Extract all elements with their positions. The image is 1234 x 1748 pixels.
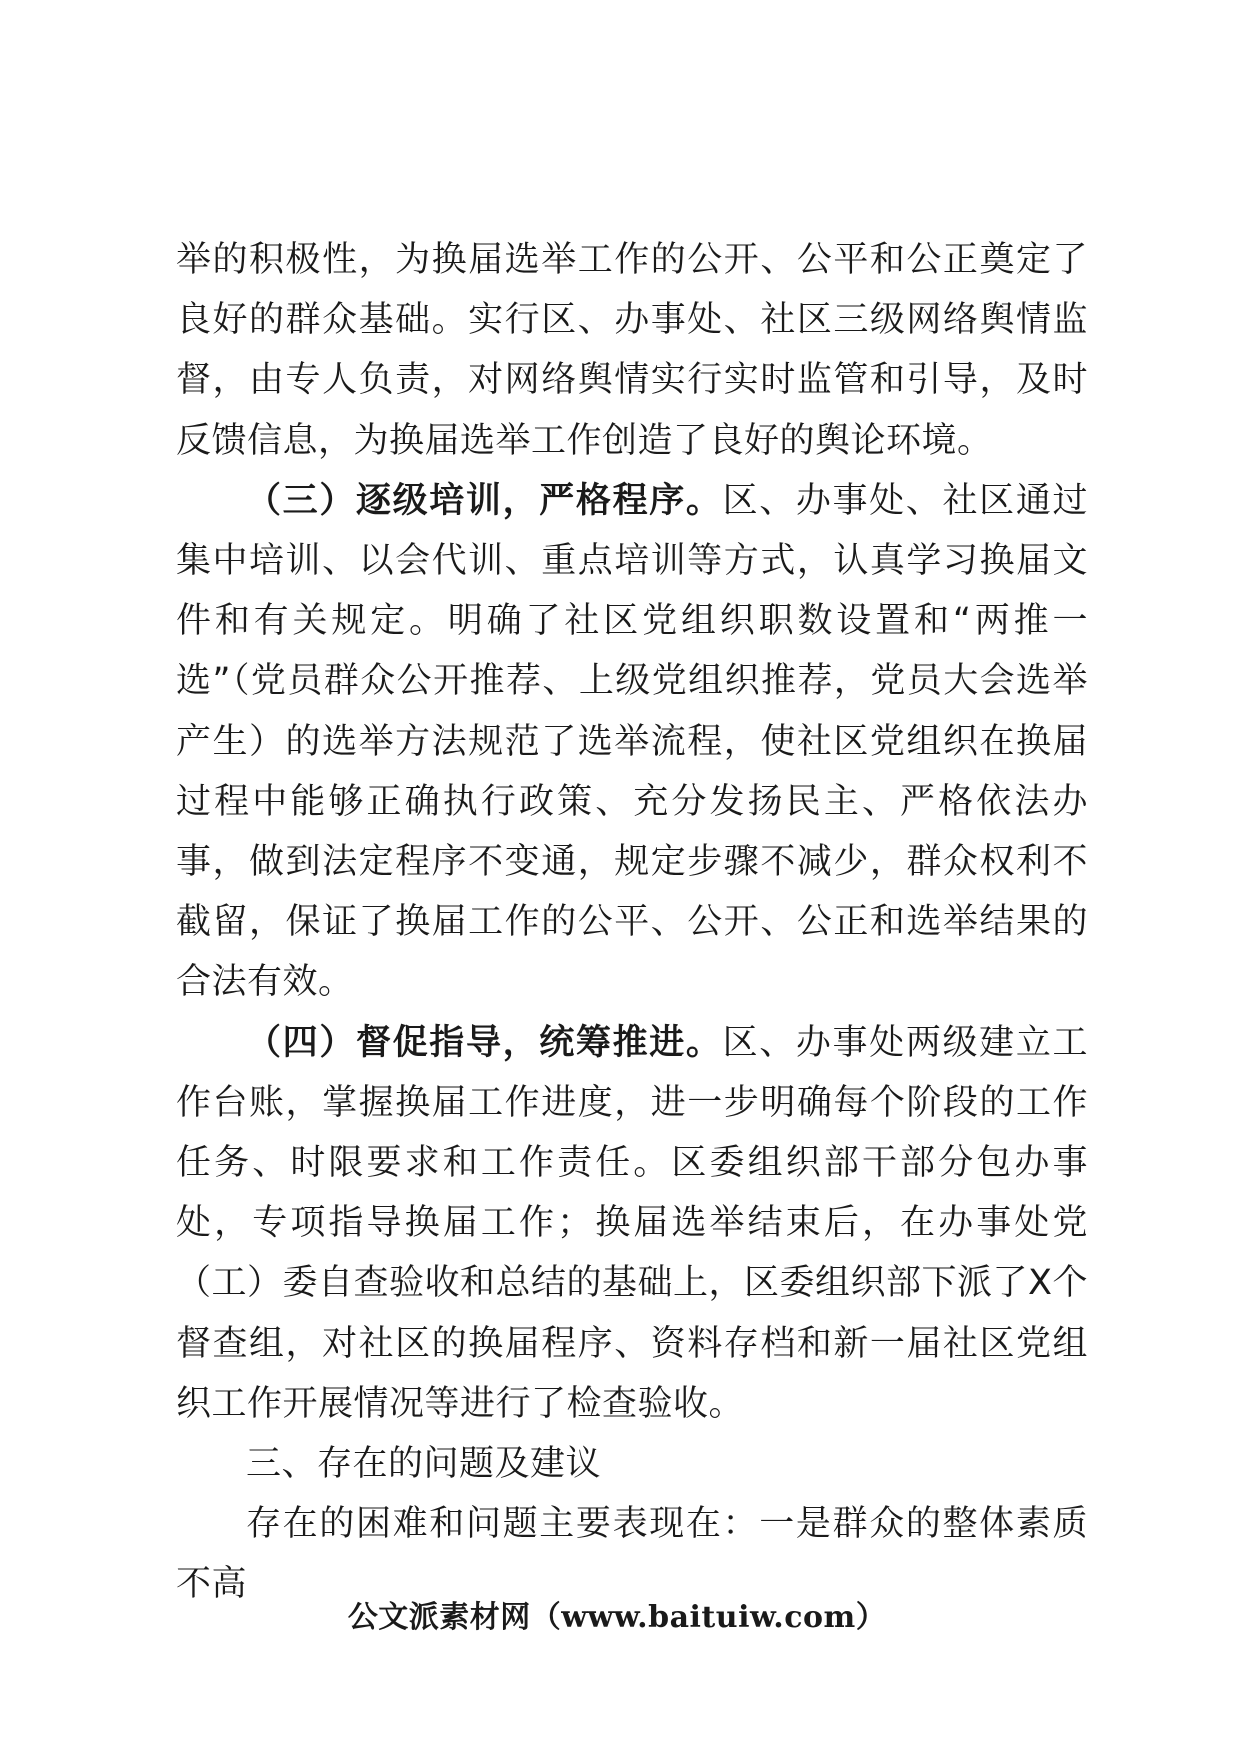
document-body [176, 230, 1088, 1615]
paragraph-problems: 存在的困难和问题主要表现在：一是群众的整体素质不高 [176, 1504, 1088, 1605]
section-three-heading: （三）逐级培训，严格程序。 [246, 480, 723, 521]
paragraph-continuation: 举的积极性，为换届选举工作的公开、公平和公正奠定了良好的群众基础。实行区、办事处、社区三级网络舆情监督，由专人负责，对网络舆情实行实时监管和引导，及时反馈信息，为换届选举工作创造了良好的舆论环境。 [176, 240, 1088, 461]
section-three-body: 区、办事处、社区通过集中培训、以会代训、重点培训等方式，认真学习换届文件和有关规定。明确了社区党组织职数设置和“两推一选”（党员群众公开推荐、上级党组织推荐，党员大会选举产生）的选举方法规范了选举流程，使社区党组织在换届过程中能够正确执行政策、充分发扬民主、严格依法办事，做到法定程序不变通，规定步骤不减少，群众权利不截留，保证了换届工作的公平、公开、公正和选举结果的合法有效。 [176, 480, 1088, 1003]
paragraph-section-four [176, 1013, 1088, 1434]
page-footer: 公文派素材网（www.baituiw.com） [347, 1600, 887, 1635]
paragraph-section-three [176, 471, 1088, 1013]
section-four-body: 区、办事处两级建立工作台账，掌握换届工作进度，进一步明确每个阶段的工作任务、时限要求和工作责任。区委组织部干部分包办事处，专项指导换届工作；换届选举结束后，在办事处党（工）委自查验收和总结的基础上，区委组织部下派了X个督查组，对社区的换届程序、资料存档和新一届社区党组织工作开展情况等进行了检查验收。 [176, 1022, 1088, 1424]
chapter-heading-three: 三、存在的问题及建议 [246, 1444, 602, 1485]
section-four-heading: （四）督促指导，统筹推进。 [246, 1022, 723, 1063]
